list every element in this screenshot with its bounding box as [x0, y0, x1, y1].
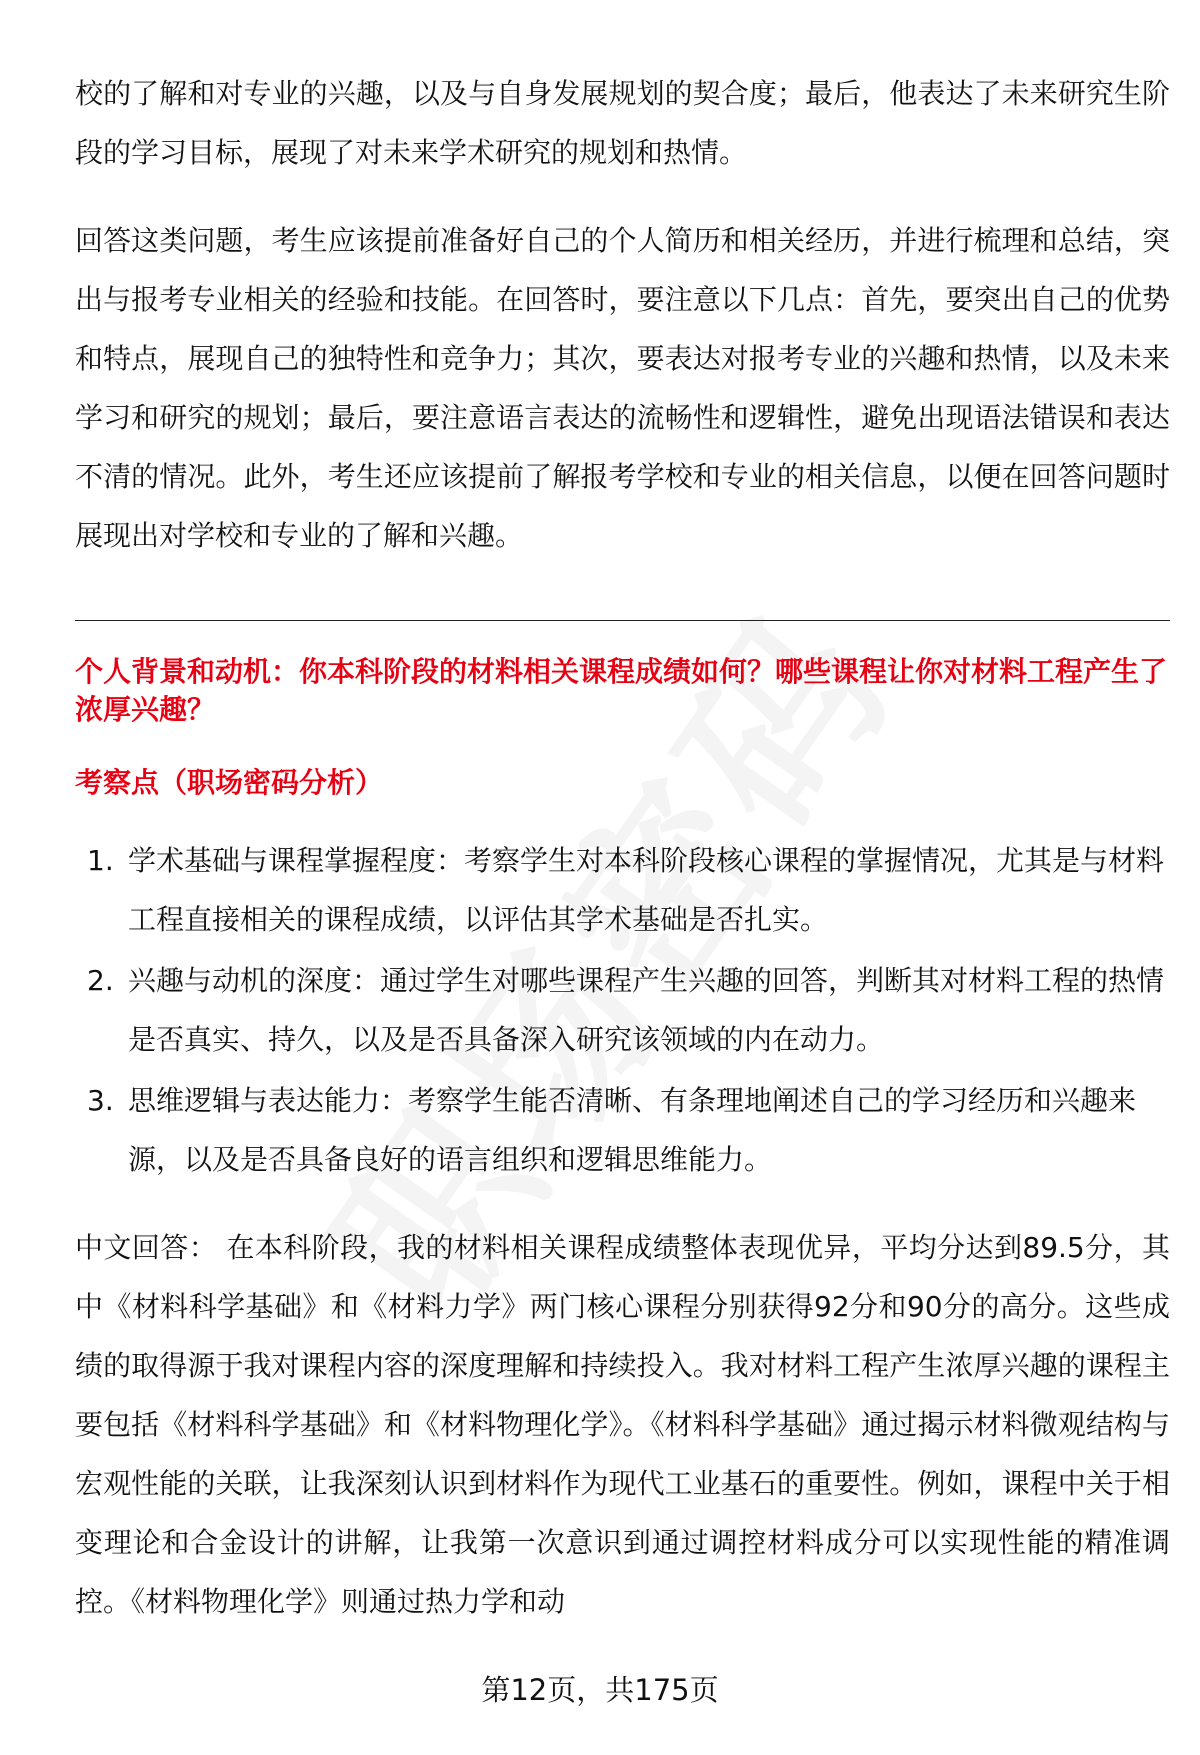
list-text: 兴趣与动机的深度：通过学生对哪些课程产生兴趣的回答，判断其对材料工程的热情是否真实、持久，以及是否具备深入研究该领域的内在动力。	[128, 964, 1165, 1056]
answer-paragraph: 中文回答： 在本科阶段，我的材料相关课程成绩整体表现优异，平均分达到89.5分，其中《材料科学基础》和《材料力学》两门核心课程分别获得92分和90分的高分。这些成绩的取得源于我对课程内容的深度理解和持续投入。我对材料工程产生浓厚兴趣的课程主要包括《材料科学基础》和《材料物理化学》。《材料科学基础》通过揭示材料微观结构与宏观性能的关联，让我深刻认识到材料作为现代工业基石的重要性。例如，课程中关于相变理论和合金设计的讲解，让我第一次意识到通过调控材料成分可以实现性能的精准调控。《材料物理化学》则通过热力学和动	[75, 1231, 1170, 1618]
list-number: 1.	[87, 844, 114, 877]
divider	[75, 620, 1170, 621]
paragraph: 校的了解和对专业的兴趣，以及与自身发展规划的契合度；最后，他表达了未来研究生阶段的学习目标，展现了对未来学术研究的规划和热情。	[75, 77, 1170, 169]
list-item	[75, 1071, 1170, 1189]
list-text: 思维逻辑与表达能力：考察学生能否清晰、有条理地阐述自己的学习经历和兴趣来源，以及是否具备良好的语言组织和逻辑思维能力。	[128, 1084, 1137, 1176]
list-text: 学术基础与课程掌握程度：考察学生对本科阶段核心课程的掌握情况，尤其是与材料工程直接相关的课程成绩，以评估其学术基础是否扎实。	[128, 844, 1165, 936]
page-number: 第12页，共175页	[481, 1673, 719, 1707]
analysis-points	[75, 831, 1170, 1191]
question-heading: 个人背景和动机：你本科阶段的材料相关课程成绩如何？哪些课程让你对材料工程产生了浓厚兴趣？	[75, 655, 1168, 726]
analysis-heading: 考察点（职场密码分析）	[75, 766, 384, 799]
list-item	[75, 831, 1170, 949]
paragraph: 回答这类问题，考生应该提前准备好自己的个人简历和相关经历，并进行梳理和总结，突出与报考专业相关的经验和技能。在回答时，要注意以下几点：首先，要突出自己的优势和特点，展现自己的独特性和竞争力；其次，要表达对报考专业的兴趣和热情，以及未来学习和研究的规划；最后，要注意语言表达的流畅性和逻辑性，避免出现语法错误和表达不清的情况。此外，考生还应该提前了解报考学校和专业的相关信息，以便在回答问题时展现出对学校和专业的了解和兴趣。	[75, 224, 1170, 552]
list-number: 3.	[87, 1084, 114, 1117]
list-number: 2.	[87, 964, 114, 997]
list-item	[75, 951, 1170, 1069]
